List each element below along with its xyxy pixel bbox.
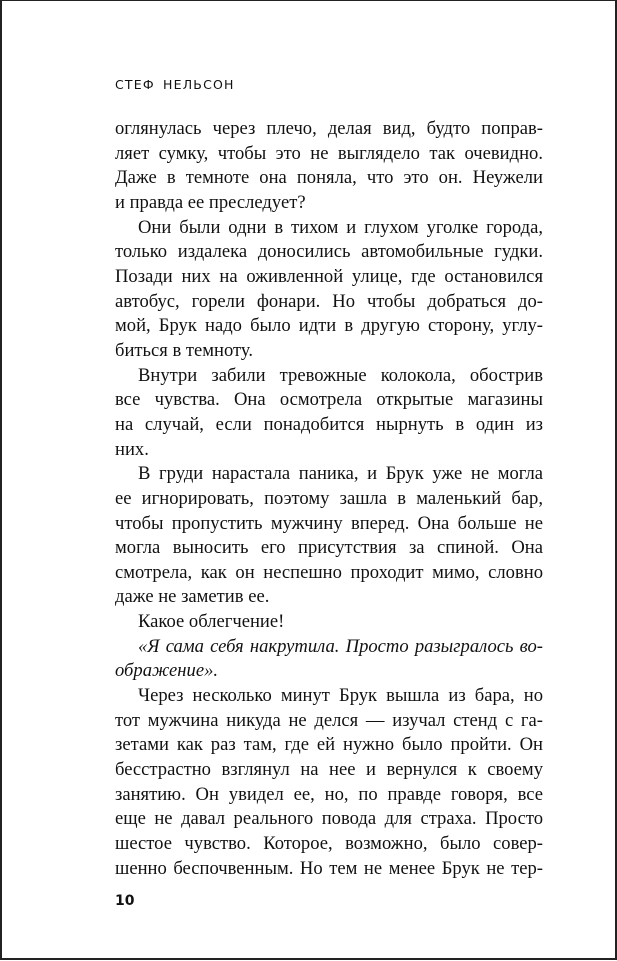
text-line: ображение». [115, 660, 219, 682]
text-line: Внутри забили тревожные колокола, обострив [138, 364, 543, 386]
text-line: В груди нарастала паника, и Брук уже не могла [138, 463, 543, 485]
page-number: 10 [115, 893, 135, 909]
text-line: биться в темноту. [115, 339, 254, 361]
text-line: шенно беспочвенным. Но тем не менее Брук не тер- [115, 857, 543, 879]
text-line: на случай, если понадобится нырнуть в один из [115, 413, 543, 435]
text-line: автобус, горели фонари. Но чтобы добраться до- [115, 290, 543, 312]
text-line: шестое чувство. Которое, возможно, было совер- [115, 833, 543, 855]
text-line: ляет сумку, чтобы это не выглядело так очевидно. [115, 142, 543, 164]
text-line: только издалека доносились автомобильные гудки. [115, 241, 543, 263]
text-line: могла выносить его присутствия за спиной. Она [115, 537, 543, 559]
paragraph [115, 216, 543, 364]
text-line: Через несколько минут Брук вышла из бара, но [138, 685, 543, 707]
text-line: еще не давал реального повода для страха. Просто [115, 808, 543, 830]
running-head-author: СТЕФ НЕЛЬСОН [115, 77, 235, 92]
text-line: Они были одни в тихом и глухом уголке города, [138, 216, 543, 238]
text-line: чтобы пропустить мужчину вперед. Она больше не [115, 512, 543, 534]
body-text [115, 117, 543, 881]
paragraph [115, 364, 543, 463]
text-line: даже не заметив ее. [115, 586, 270, 608]
paragraph [115, 610, 543, 635]
italic-paragraph [115, 635, 543, 684]
text-line: мой, Брук надо было идти в другую сторону, углу- [115, 315, 543, 337]
text-line: занятию. Он увидел ее, но, по правде говоря, все [115, 783, 543, 805]
paragraph [115, 684, 543, 881]
text-line: ее игнорировать, поэтому зашла в маленький бар, [115, 487, 543, 509]
text-line: оглянулась через плечо, делая вид, будто поправ- [115, 118, 543, 139]
text-line: бесстрастно взглянул на нее и вернулся к своему [115, 759, 543, 781]
text-line: и правда ее преследует? [115, 191, 306, 213]
paragraph [115, 117, 543, 216]
text-line: все чувства. Она осмотрела открытые магазины [115, 389, 543, 411]
text-line: «Я сама себя накрутила. Просто разыгралось во- [138, 635, 543, 657]
text-line: зетами как раз там, где ей нужно было пройти. Он [115, 734, 543, 756]
text-line: Какое облегчение! [138, 611, 285, 633]
text-line: тот мужчина никуда не делся — изучал стенд с га- [115, 709, 543, 731]
text-line: них. [115, 438, 149, 460]
text-line: смотрела, как он неспешно проходит мимо, словно [115, 561, 543, 583]
text-line: Позади них на оживленной улице, где остановился [115, 265, 543, 287]
text-line: Даже в темноте она поняла, что это он. Неужели [115, 167, 543, 189]
paragraph [115, 462, 543, 610]
